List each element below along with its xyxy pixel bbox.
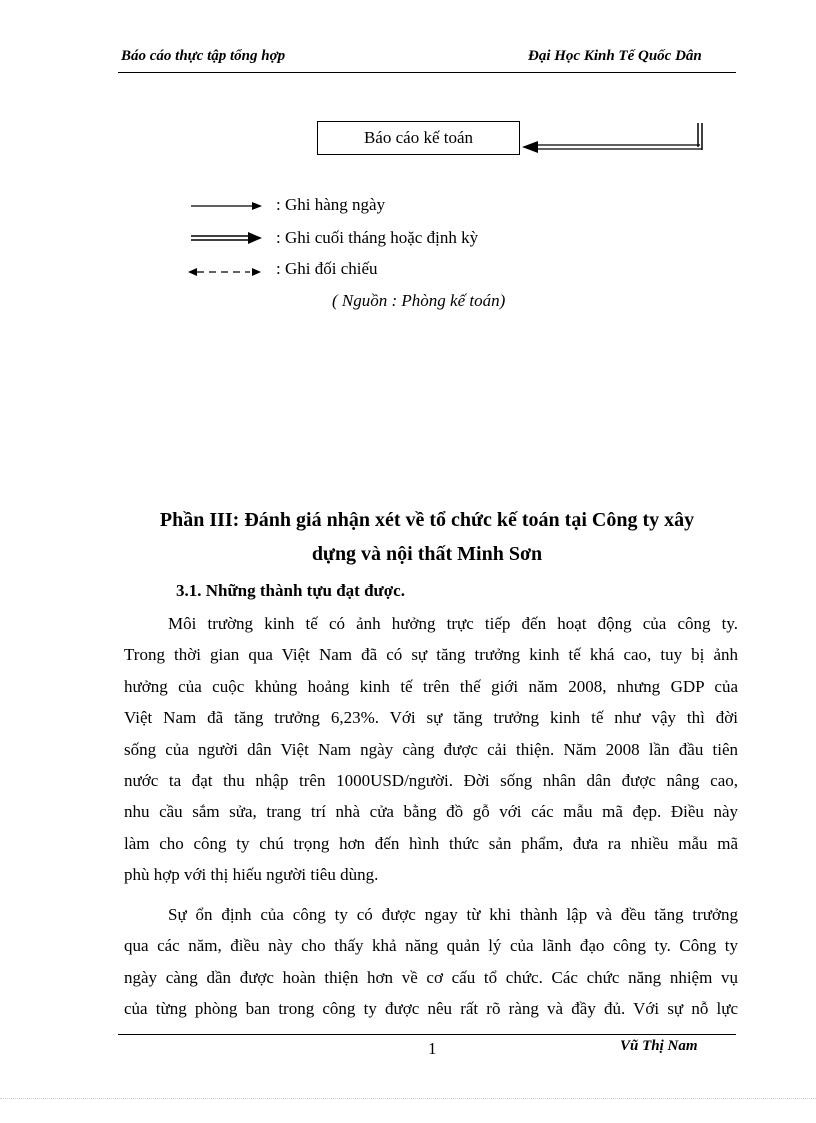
section-title-line2: dựng và nội thất Minh Sơn <box>311 543 543 565</box>
legend-daily: : Ghi hàng ngày <box>276 195 386 214</box>
report-box-label: Báo cáo kế toán <box>363 128 474 147</box>
source-note: ( Nguồn : Phòng kế toán) <box>332 291 506 310</box>
incoming-double-arrow <box>522 123 702 153</box>
paragraph-line: ngày càng dần được hoàn thiện hơn về cơ cấu tổ chức. Các chức năng nhiệm vụ <box>124 967 738 987</box>
header-right: Đại Học Kinh Tế Quốc Dân <box>528 48 702 64</box>
paragraph-line: Việt Nam đã tăng trưởng 6,23%. Với sự tăng trưởng kinh tế như vậy thì đời <box>124 708 738 728</box>
paragraph-line: phù hợp với thị hiếu người tiêu dùng. <box>124 865 379 885</box>
paragraph-line: Môi trường kinh tế có ảnh hưởng trực tiếp đến hoạt động của công ty. <box>168 614 738 633</box>
paragraph-line: sống của người dân Việt Nam ngày càng được cải thiện. Năm 2008 lần đầu tiên <box>124 739 738 759</box>
diagram-arrows <box>0 0 816 300</box>
footer-rule <box>118 1034 736 1035</box>
legend-reconcile: : Ghi đối chiếu <box>276 259 378 278</box>
paragraph-2 <box>124 899 738 1025</box>
legend-monthly: : Ghi cuối tháng hoặc định kỳ <box>276 228 479 247</box>
dashed-double-headed-arrow-icon <box>188 268 261 276</box>
footer-author: Vũ Thị Nam <box>620 1038 698 1054</box>
subheading: 3.1. Những thành tựu đạt được. <box>176 581 405 600</box>
double-line-arrow-icon <box>191 232 262 244</box>
paragraph-line: làm cho công ty chú trọng hơn đến hình thức sản phẩm, đưa ra nhiều mẫu mã <box>124 833 738 853</box>
paragraph-line: Trong thời gian qua Việt Nam đã có sự tăng trưởng kinh tế khá cao, tuy bị ảnh <box>124 645 738 665</box>
paragraph-line: nước ta đạt thu nhập trên 1000USD/người. Đời sống nhân dân được nâng cao, <box>124 771 738 791</box>
section-title-line1: Phần III: Đánh giá nhận xét về tổ chức kế toán tại Công ty xây <box>159 509 695 531</box>
paragraph-line: qua các năm, điều này cho thấy khả năng quản lý của lãnh đạo công ty. Công ty <box>124 936 738 956</box>
single-line-arrow-icon <box>191 202 262 210</box>
page-bottom-dotted-edge <box>0 1098 816 1099</box>
paragraph-1 <box>124 608 738 891</box>
paragraph-line: hưởng của cuộc khủng hoảng kinh tế trên thế giới năm 2008, nhưng GDP của <box>124 676 738 696</box>
page-number: 1 <box>428 1039 437 1058</box>
paragraph-line: nhu cầu sắm sửa, trang trí nhà cửa bằng đồ gỗ với các mẫu mã đẹp. Điều này <box>124 802 738 822</box>
paragraph-line: Sự ổn định của công ty có được ngay từ khi thành lập và đều tăng trưởng <box>168 905 738 924</box>
paragraph-line: của từng phòng ban trong công ty được nêu rất rõ ràng và đầy đủ. Với sự nỗ lực <box>124 999 738 1019</box>
header-left: Báo cáo thực tập tổng hợp <box>121 48 286 64</box>
